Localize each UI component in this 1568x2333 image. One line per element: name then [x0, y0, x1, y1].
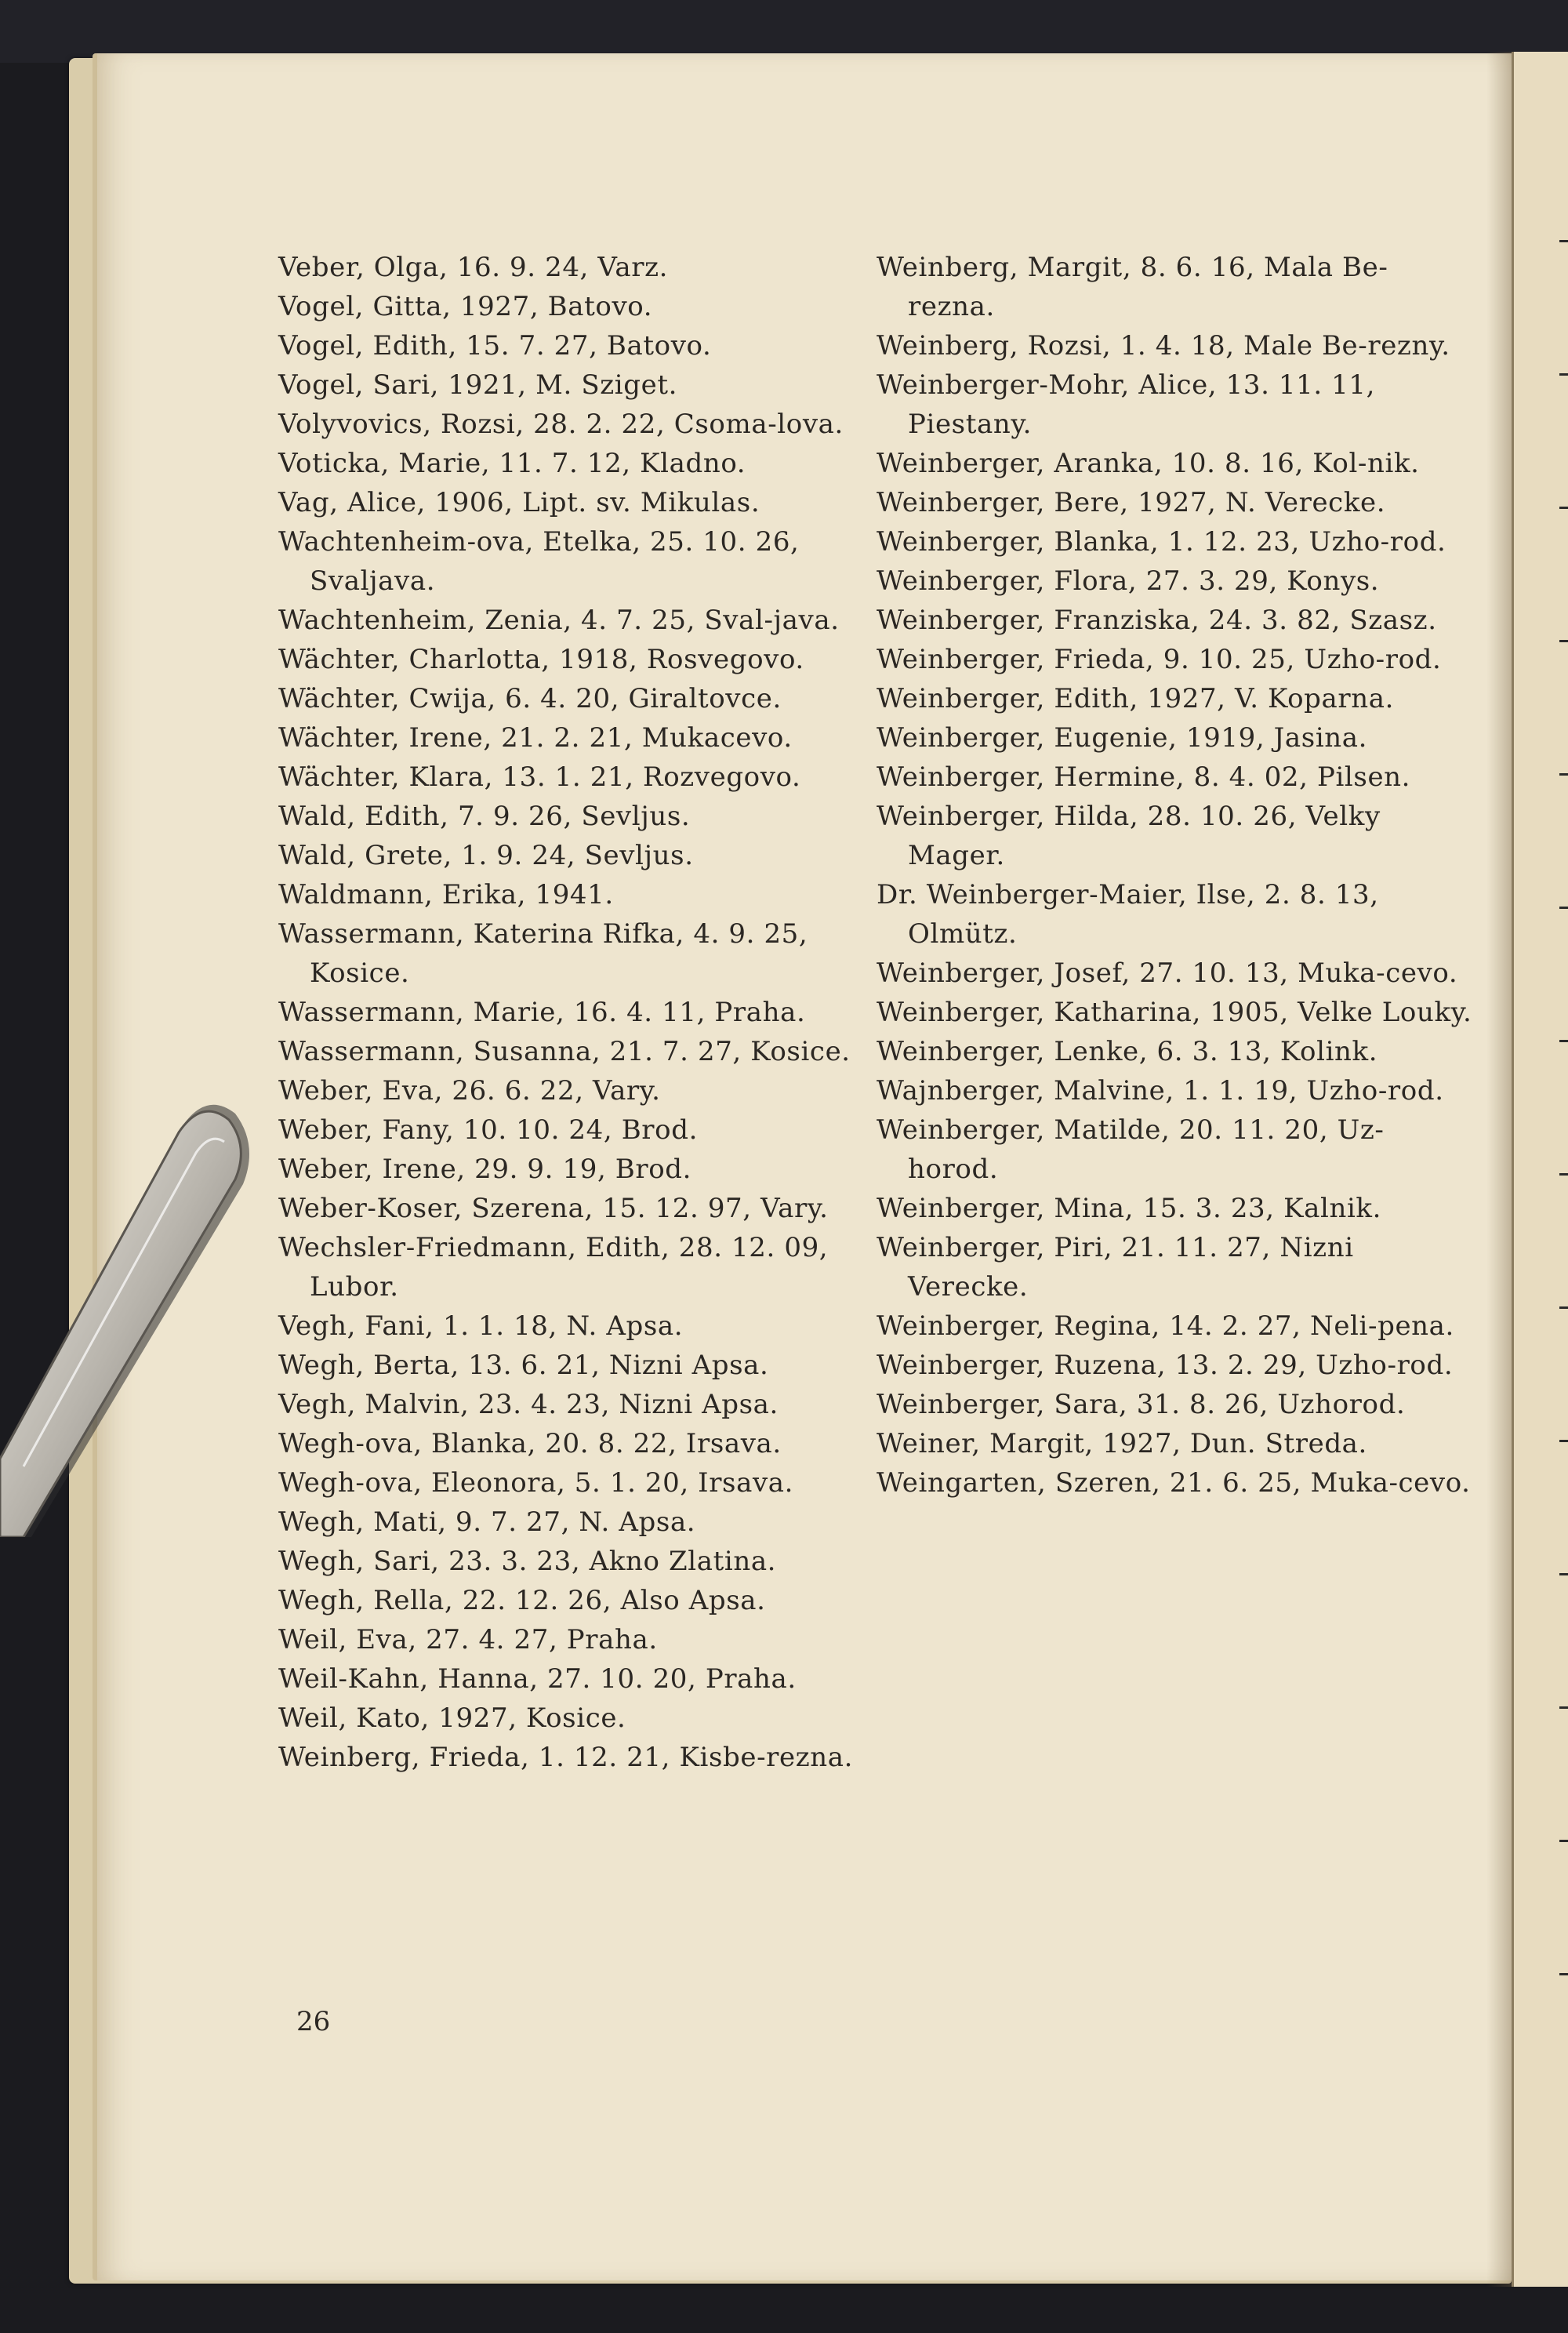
list-item: Weber-Koser, Szerena, 15. 12. 97, Vary. [278, 1193, 829, 1224]
page-number: 26 [296, 2006, 331, 2037]
list-item: Weinberger-Mohr, Alice, 13. 11. 11, Piestany. [877, 369, 1376, 440]
list-item: Weinberger, Bere, 1927, N. Verecke. [877, 487, 1386, 518]
list-item: Wassermann, Marie, 16. 4. 11, Praha. [278, 997, 806, 1028]
list-item: Weinberger, Aranka, 10. 8. 16, Kol-nik. [877, 448, 1420, 479]
list-item: Weinberg, Frieda, 1. 12. 21, Kisbe-rezna. [278, 1742, 854, 1773]
facing-page-mark [1559, 1573, 1568, 1575]
facing-page-mark [1559, 1706, 1568, 1709]
tweezers-icon [0, 1098, 267, 1537]
facing-page-mark [1559, 907, 1568, 909]
list-item: Wächter, Cwija, 6. 4. 20, Giraltovce. [278, 683, 782, 714]
list-item: Volyvovics, Rozsi, 28. 2. 22, Csoma-lova. [278, 409, 844, 440]
list-item: Weinberger, Josef, 27. 10. 13, Muka-cevo. [877, 958, 1458, 989]
list-item: Weinberger, Blanka, 1. 12. 23, Uzho-rod. [877, 526, 1446, 558]
list-item: Wegh-ova, Blanka, 20. 8. 22, Irsava. [278, 1428, 782, 1459]
list-item: Weinberger, Franziska, 24. 3. 82, Szasz. [877, 605, 1437, 636]
list-item: Wassermann, Katerina Rifka, 4. 9. 25, Kosice. [278, 918, 808, 989]
list-item: Weil, Eva, 27. 4. 27, Praha. [278, 1624, 658, 1655]
list-item: Vegh, Malvin, 23. 4. 23, Nizni Apsa. [278, 1389, 779, 1420]
list-item: Dr. Weinberger-Maier, Ilse, 2. 8. 13, Olmütz. [877, 879, 1379, 950]
facing-page-edge [1512, 52, 1568, 2287]
list-item: Wächter, Klara, 13. 1. 21, Rozvegovo. [278, 761, 801, 793]
list-item: Wachtenheim, Zenia, 4. 7. 25, Sval-java. [278, 605, 840, 636]
list-item: Weinberger, Eugenie, 1919, Jasina. [877, 722, 1368, 754]
right-column [877, 248, 1472, 1503]
list-item: Weil-Kahn, Hanna, 27. 10. 20, Praha. [278, 1663, 797, 1695]
list-item: Voticka, Marie, 11. 7. 12, Kladno. [278, 448, 746, 479]
list-item: Wächter, Charlotta, 1918, Rosvegovo. [278, 644, 804, 675]
list-item: Weiner, Margit, 1927, Dun. Streda. [877, 1428, 1367, 1459]
list-item: Vogel, Edith, 15. 7. 27, Batovo. [278, 330, 712, 362]
left-column [278, 248, 874, 1777]
facing-page-mark [1559, 240, 1568, 242]
facing-page-mark [1559, 640, 1568, 642]
list-item: Vogel, Gitta, 1927, Batovo. [278, 291, 653, 322]
list-item: Weil, Kato, 1927, Kosice. [278, 1703, 626, 1734]
list-item: Weinberger, Frieda, 9. 10. 25, Uzho-rod. [877, 644, 1442, 675]
list-item: Vogel, Sari, 1921, M. Sziget. [278, 369, 677, 401]
list-item: Wächter, Irene, 21. 2. 21, Mukacevo. [278, 722, 793, 754]
facing-page-mark [1559, 1173, 1568, 1176]
list-item: Veber, Olga, 16. 9. 24, Varz. [278, 252, 669, 283]
list-item: Weinberger, Regina, 14. 2. 27, Neli-pena. [877, 1310, 1454, 1342]
list-item: Vegh, Fani, 1. 1. 18, N. Apsa. [278, 1310, 684, 1342]
facing-page-mark [1559, 507, 1568, 509]
list-item: Weber, Irene, 29. 9. 19, Brod. [278, 1154, 692, 1185]
list-item: Weinberger, Sara, 31. 8. 26, Uzhorod. [877, 1389, 1406, 1420]
list-item: Weinberg, Rozsi, 1. 4. 18, Male Be-rezny. [877, 330, 1450, 362]
list-item: Wegh-ova, Eleonora, 5. 1. 20, Irsava. [278, 1467, 794, 1499]
list-item: Wegh, Berta, 13. 6. 21, Nizni Apsa. [278, 1350, 769, 1381]
facing-page-mark [1559, 1440, 1568, 1442]
list-item: Wegh, Sari, 23. 3. 23, Akno Zlatina. [278, 1546, 777, 1577]
list-item: Vag, Alice, 1906, Lipt. sv. Mikulas. [278, 487, 760, 518]
list-item: Weber, Fany, 10. 10. 24, Brod. [278, 1114, 698, 1146]
list-item: Waldmann, Erika, 1941. [278, 879, 614, 910]
list-item: Wechsler-Friedmann, Edith, 28. 12. 09, Lubor. [278, 1232, 829, 1303]
list-item: Wassermann, Susanna, 21. 7. 27, Kosice. [278, 1036, 851, 1067]
list-item: Weinberg, Margit, 8. 6. 16, Mala Be-rezna. [877, 252, 1388, 322]
list-item: Weinberger, Flora, 27. 3. 29, Konys. [877, 565, 1380, 597]
list-item: Weber, Eva, 26. 6. 22, Vary. [278, 1075, 661, 1107]
list-item: Wachtenheim-ova, Etelka, 25. 10. 26, Svaljava. [278, 526, 800, 597]
list-item: Weinberger, Hermine, 8. 4. 02, Pilsen. [877, 761, 1411, 793]
facing-page-mark [1559, 1973, 1568, 1975]
list-item: Weinberger, Katharina, 1905, Velke Louky. [877, 997, 1472, 1028]
list-item: Wald, Edith, 7. 9. 26, Sevljus. [278, 801, 691, 832]
list-item: Weinberger, Matilde, 20. 11. 20, Uz-horod. [877, 1114, 1385, 1185]
facing-page-mark [1559, 373, 1568, 376]
list-item: Wajnberger, Malvine, 1. 1. 19, Uzho-rod. [877, 1075, 1444, 1107]
gutter-shadow [1486, 52, 1513, 2287]
facing-page-mark [1559, 1306, 1568, 1309]
list-item: Weinberger, Mina, 15. 3. 23, Kalnik. [877, 1193, 1382, 1224]
facing-page-mark [1559, 1040, 1568, 1042]
list-item: Wegh, Mati, 9. 7. 27, N. Apsa. [278, 1506, 696, 1538]
list-item: Weinberger, Lenke, 6. 3. 13, Kolink. [877, 1036, 1378, 1067]
list-item: Weinberger, Ruzena, 13. 2. 29, Uzho-rod. [877, 1350, 1454, 1381]
facing-page-mark [1559, 1840, 1568, 1842]
list-item: Weinberger, Edith, 1927, V. Koparna. [877, 683, 1395, 714]
list-item: Wegh, Rella, 22. 12. 26, Also Apsa. [278, 1585, 766, 1616]
facing-page-mark [1559, 773, 1568, 776]
list-item: Weingarten, Szeren, 21. 6. 25, Muka-cevo. [877, 1467, 1471, 1499]
list-item: Wald, Grete, 1. 9. 24, Sevljus. [278, 840, 694, 871]
list-item: Weinberger, Piri, 21. 11. 27, Nizni Verecke. [877, 1232, 1354, 1303]
list-item: Weinberger, Hilda, 28. 10. 26, Velky Mager. [877, 801, 1381, 871]
